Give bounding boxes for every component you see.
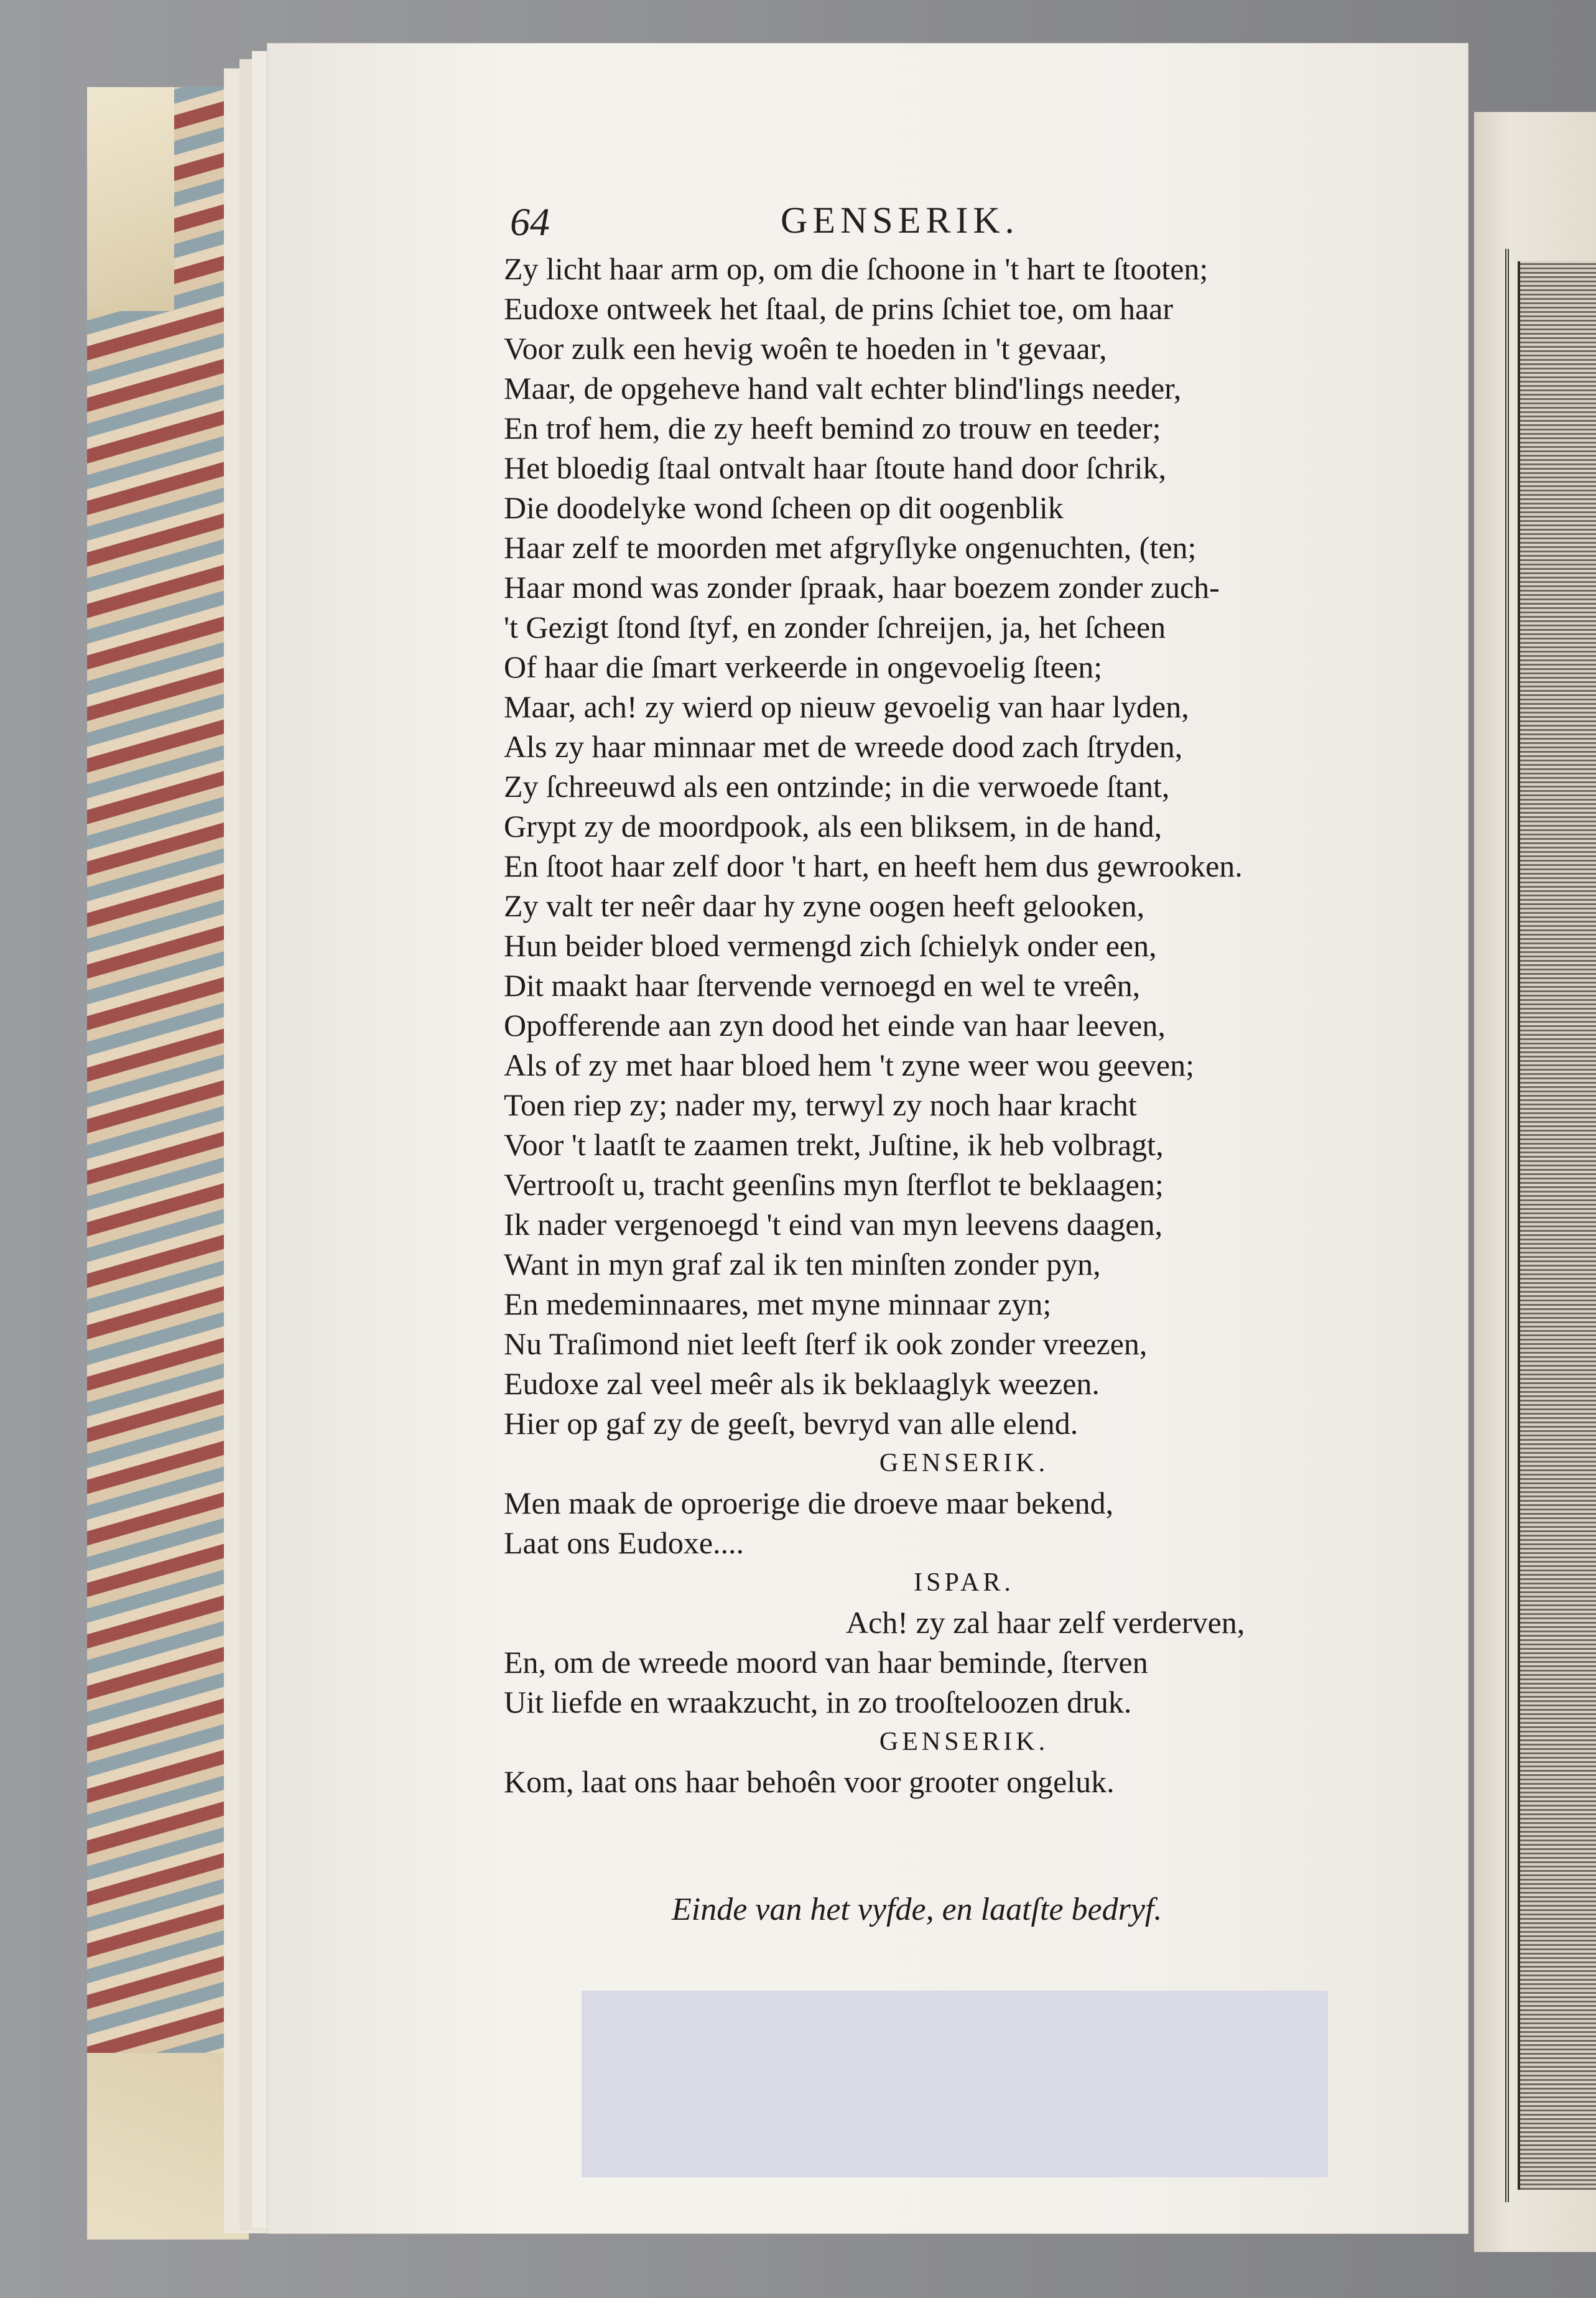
verse-line: Zy licht haar arm op, om die ſchoone in 't hart te ſtooten;: [504, 251, 1209, 286]
verse-line: Uit liefde en wraakzucht, in zo trooſteloozen druk.: [504, 1685, 1132, 1719]
verse-line: Want in myn graf zal ik ten minſten zonder pyn,: [504, 1247, 1101, 1282]
page-number: 64: [510, 200, 550, 244]
engraving-illustration: [1518, 261, 1596, 2190]
verse-line: Haar zelf te moorden met afgryſlyke ongenuchten, (ten;: [504, 530, 1197, 565]
verse-line: Of haar die ſmart verkeerde in ongevoelig ſteen;: [504, 649, 1103, 684]
verse-line: Nu Traſimond niet leeft ſterf ik ook zonder vreezen,: [504, 1326, 1148, 1361]
speaker-name: GENSERIK.: [879, 1728, 1049, 1756]
verse-line: Men maak de oproerige die droeve maar bekend,: [504, 1486, 1114, 1520]
verse-line: 't Gezigt ſtond ſtyf, en zonder ſchreijen, ja, het ſcheen: [504, 610, 1166, 644]
verse-line: Als of zy met haar bloed hem 't zyne weer wou geeven;: [504, 1048, 1194, 1082]
verse-line: Hun beider bloed vermengd zich ſchielyk onder een,: [504, 928, 1157, 963]
verse-line: En ſtoot haar zelf door 't hart, en heeft hem dus gewrooken.: [504, 849, 1243, 883]
verse-line: Voor zulk een hevig woên te hoeden in 't gevaar,: [504, 331, 1107, 366]
verse-line: Grypt zy de moordpook, als een bliksem, in de hand,: [504, 809, 1162, 844]
verse-line: Ach! zy zal haar zelf verderven,: [846, 1605, 1245, 1640]
verse-line: Maar, de opgeheve hand valt echter blind'lings needer,: [504, 371, 1182, 406]
verse-line: En, om de wreede moord van haar beminde, ſterven: [504, 1645, 1148, 1680]
verse-line: Haar mond was zonder ſpraak, haar boezem zonder zuch-: [504, 570, 1220, 605]
verse-line: En medeminnaares, met myne minnaar zyn;: [504, 1286, 1052, 1321]
verse-line: Ik nader vergenoegd 't eind van myn leevens daagen,: [504, 1207, 1163, 1242]
verse-line: Eudoxe zal veel meêr als ik beklaaglyk weezen.: [504, 1366, 1100, 1401]
verse-line: Vertrooſt u, tracht geenſins myn ſterflot te beklaagen;: [504, 1167, 1164, 1202]
verse-line: Zy valt ter neêr daar hy zyne oogen heeft gelooken,: [504, 888, 1145, 923]
verse-line: Hier op gaf zy de geeſt, bevryd van alle elend.: [504, 1406, 1079, 1441]
verse-line: Laat ons Eudoxe....: [504, 1525, 745, 1560]
colophon: Einde van het vyfde, en laatſte bedryf.: [672, 1892, 1162, 1927]
verse-line: Voor 't laatſt te zaamen trekt, Juſtine, ik heb volbragt,: [504, 1127, 1164, 1162]
verse-line: Maar, ach! zy wierd op nieuw gevoelig van haar lyden,: [504, 689, 1189, 724]
verse-line: Opofferende aan zyn dood het einde van haar leeven,: [504, 1008, 1166, 1043]
verse-line: Zy ſchreeuwd als een ontzinde; in die verwoede ſtant,: [504, 769, 1170, 804]
verse-line: Die doodelyke wond ſcheen op dit oogenblik: [504, 490, 1064, 525]
verse-text: [504, 249, 1424, 1802]
verse-line: Het bloedig ſtaal ontvalt haar ſtoute hand door ſchrik,: [504, 450, 1166, 485]
verse-line: En trof hem, die zy heeft bemind zo trouw en teeder;: [504, 411, 1161, 445]
running-title: GENSERIK.: [781, 200, 1019, 241]
endpaper-fold-top: [87, 87, 174, 311]
verse-line: Als zy haar minnaar met de wreede dood zach ſtryden,: [504, 729, 1183, 764]
verse-line: Dit maakt haar ſtervende vernoegd en wel te vreên,: [504, 968, 1141, 1003]
verse-line: Kom, laat ons haar behoên voor grooter ongeluk.: [504, 1764, 1115, 1799]
redaction-box: [582, 1991, 1328, 2177]
speaker-name: ISPAR.: [914, 1568, 1014, 1597]
speaker-name: GENSERIK.: [879, 1449, 1049, 1477]
verse-line: Eudoxe ontweek het ſtaal, de prins ſchiet toe, om haar: [504, 291, 1174, 326]
verse-line: Toen riep zy; nader my, terwyl zy noch haar kracht: [504, 1087, 1137, 1122]
